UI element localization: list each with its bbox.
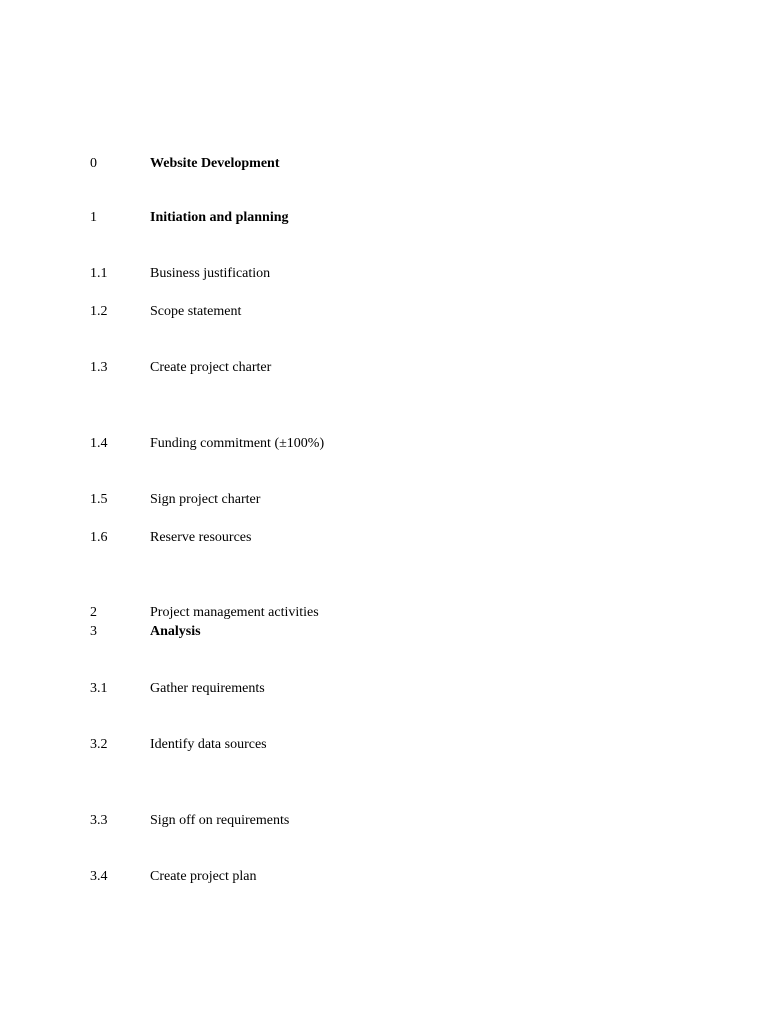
wbs-row [0,302,768,322]
wbs-task: Reserve resources [150,530,252,545]
wbs-row [0,264,768,284]
wbs-task: Gather requirements [150,681,265,696]
wbs-number: 3.3 [90,813,108,828]
wbs-row [0,528,768,548]
wbs-number: 1.5 [90,492,108,507]
wbs-number: 3.2 [90,737,108,752]
wbs-number: 0 [90,156,97,171]
wbs-row [0,208,768,228]
wbs-task: Scope statement [150,304,242,319]
wbs-number: 3 [90,624,97,639]
wbs-number: 3.4 [90,869,108,884]
wbs-task: Create project plan [150,869,257,884]
wbs-number: 1.6 [90,530,108,545]
wbs-row [0,622,768,642]
wbs-number: 3.1 [90,681,108,696]
wbs-phase-heading: Initiation and planning [150,210,289,225]
wbs-number: 1.1 [90,266,108,281]
wbs-task: Project management activities [150,605,319,620]
wbs-number: 1 [90,210,97,225]
wbs-number: 2 [90,605,97,620]
wbs-row [0,679,768,699]
wbs-task: Create project charter [150,360,272,375]
wbs-title: Website Development [150,156,280,171]
wbs-phase-heading: Analysis [150,624,201,639]
wbs-task: Sign off on requirements [150,813,290,828]
wbs-row [0,735,768,755]
wbs-task: Funding commitment (±100%) [150,436,325,451]
wbs-row [0,811,768,831]
wbs-number: 1.2 [90,304,108,319]
wbs-row [0,434,768,454]
wbs-row [0,358,768,378]
wbs-task: Identify data sources [150,737,267,752]
wbs-number: 1.3 [90,360,108,375]
wbs-row [0,154,768,174]
wbs-number: 1.4 [90,436,108,451]
wbs-task: Sign project charter [150,492,261,507]
wbs-task: Business justification [150,266,271,281]
wbs-row [0,603,768,623]
wbs-row [0,867,768,887]
wbs-row [0,490,768,510]
